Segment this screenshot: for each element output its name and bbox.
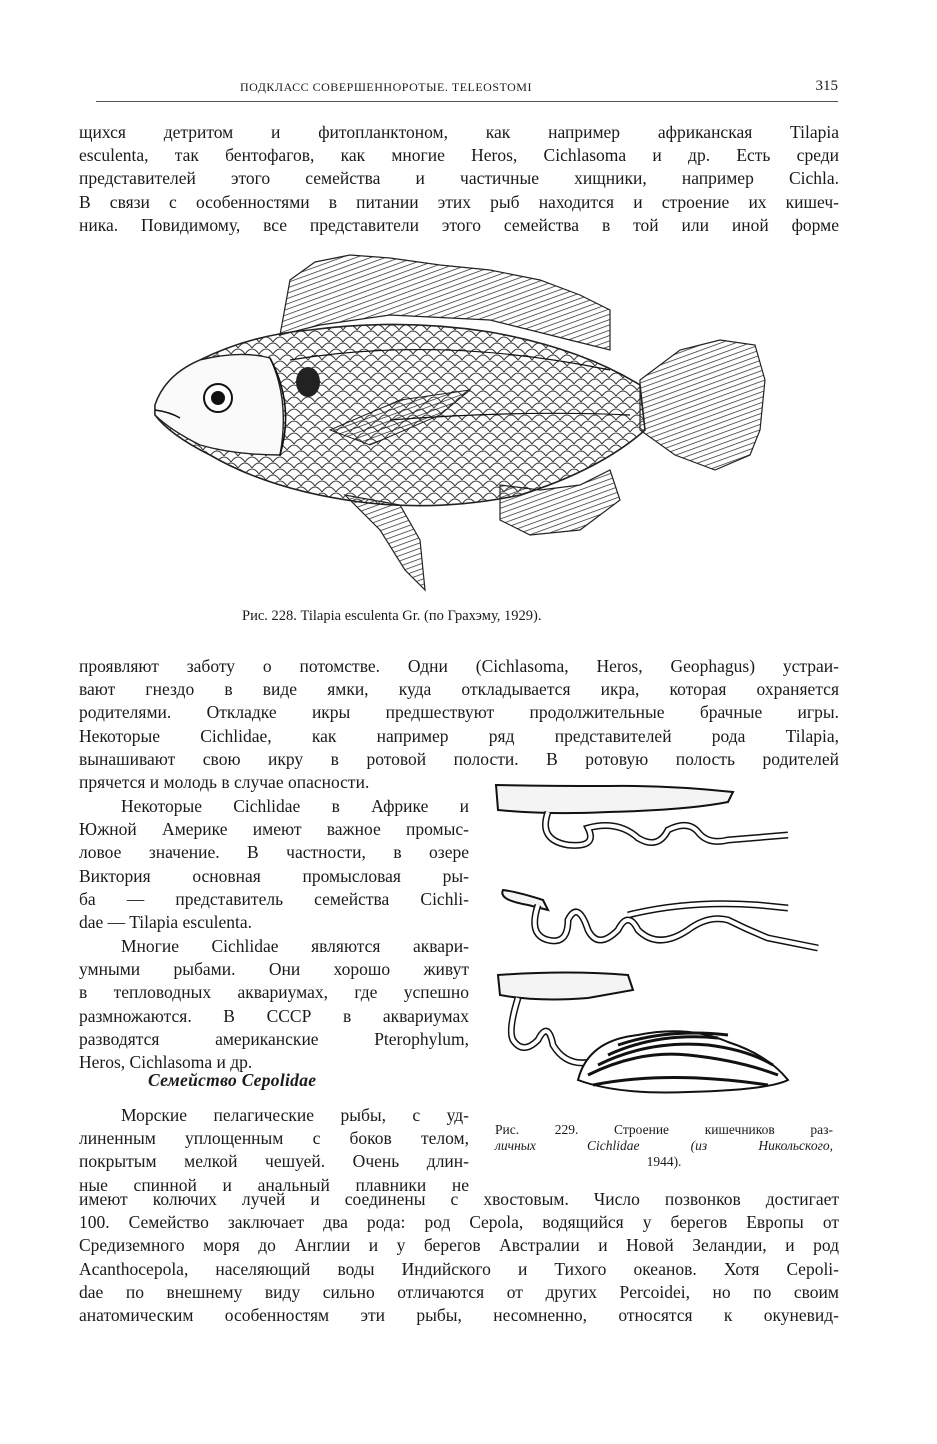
paragraph-3	[79, 1188, 839, 1327]
text-line: Acanthocepola, населяющий воды Индийского и Тихого океанов. Хотя Cepoli-	[79, 1258, 839, 1279]
caption-line: личных Cichlidae (из Никольского,	[495, 1138, 833, 1153]
text-line: умными рыбами. Они хорошо живут	[79, 959, 469, 980]
intestines-illustration	[488, 780, 838, 1110]
text-line: покрытым мелкой чешуей. Очень длин-	[79, 1151, 469, 1172]
text-line: вают гнездо в виде ямки, куда откладывается икра, которая охраняется	[79, 679, 839, 700]
text-line: Многие Cichlidae являются аквари-	[121, 936, 469, 956]
text-line: анатомическим особенностям эти рыбы, несомненно, относятся к окуневид-	[79, 1305, 839, 1326]
paragraph-1	[79, 121, 839, 237]
header-rule	[96, 101, 838, 102]
text-line: разводятся американские Pterophylum,	[79, 1028, 469, 1049]
text-line: dae по внешнему виду сильно отличаются от других Percoidei, но по своим	[79, 1281, 839, 1302]
text-line: щихся детритом и фитопланктоном, как например африканская Tilapia	[79, 122, 839, 142]
text-line: проявляют заботу о потомстве. Одни (Cichlasoma, Heros, Geophagus) устраи-	[79, 656, 839, 676]
text-line: Виктория основная промысловая ры-	[79, 865, 469, 886]
text-line: родителями. Откладке икры предшествуют продолжительные брачные игры.	[79, 702, 839, 723]
text-line: ника. Повидимому, все представители этого семейства в той или иной форме	[79, 214, 839, 235]
text-line: Южной Америке имеют важное промыс-	[79, 819, 469, 840]
text-line: прячется и молодь в случае опасности.	[79, 772, 370, 793]
pelvic-fin	[345, 495, 425, 590]
page-number: 315	[815, 78, 838, 94]
column-paragraph-c	[79, 1104, 469, 1197]
intestine-diagram-2	[502, 890, 818, 948]
text-line: имеют колючих лучей и соединены с хвостовым. Число позвонков достигает	[79, 1189, 839, 1209]
text-line: Некоторые Cichlidae в Африке и	[121, 796, 469, 816]
figure-229-caption	[495, 1122, 833, 1170]
text-line: Средиземного моря до Англии и у берегов Австралии и Новой Зеландии, и род	[79, 1235, 839, 1256]
text-line: ные спинной и анальный плавники не	[79, 1174, 469, 1195]
tilapia-fish-illustration	[140, 240, 780, 600]
text-line: esculenta, так бентофагов, как многие Heros, Cichlasoma и др. Есть среди	[79, 145, 839, 166]
opercular-spot	[296, 367, 320, 397]
tail-fin	[640, 340, 765, 470]
text-line: линенным уплощенным с боков телом,	[79, 1128, 469, 1149]
text-line: Heros, Cichlasoma и др.	[79, 1052, 253, 1073]
caption-line: Рис. 229. Строение кишечников раз-	[495, 1122, 833, 1137]
text-line: представителей этого семейства и частичные хищники, например Cichla.	[79, 168, 839, 189]
intestine-diagram-1	[496, 785, 788, 845]
caption-line: 1944).	[646, 1154, 682, 1169]
column-paragraph-b	[79, 935, 469, 1074]
text-line: ба — представитель семейства Cichli-	[79, 888, 469, 909]
text-line: Морские пелагические рыбы, с уд-	[121, 1105, 469, 1125]
intestine-diagram-3	[498, 973, 788, 1093]
text-line: ловое значение. В частности, в озере	[79, 842, 469, 863]
text-line: размножаются. В СССР в аквариумах	[79, 1005, 469, 1026]
text-line: 100. Семейство заключает два рода: род Cepola, водящийся у берегов Европы от	[79, 1212, 839, 1233]
text-line: В связи с особенностями в питании этих рыб находится и строение их кишеч-	[79, 191, 839, 212]
paragraph-2	[79, 655, 839, 794]
section-heading: Семейство Cepolidae	[148, 1070, 317, 1090]
running-header	[240, 80, 838, 100]
text-line: Некоторые Cichlidae, как например ряд представителей рода Tilapia,	[79, 725, 839, 746]
figure-228-caption: Рис. 228. Tilapia esculenta Gr. (по Грахэму, 1929).	[242, 608, 542, 624]
column-paragraph-a	[79, 795, 469, 934]
text-line: dae — Tilapia esculenta.	[79, 912, 253, 933]
running-header-title: ПОДКЛАСС СОВЕРШЕННОРОТЫЕ. TELEOSTOMI	[240, 80, 532, 94]
text-line: в тепловодных аквариумах, где успешно	[79, 982, 469, 1003]
text-line: вынашивают свою икру в ротовой полости. В ротовую полость родителей	[79, 748, 839, 769]
